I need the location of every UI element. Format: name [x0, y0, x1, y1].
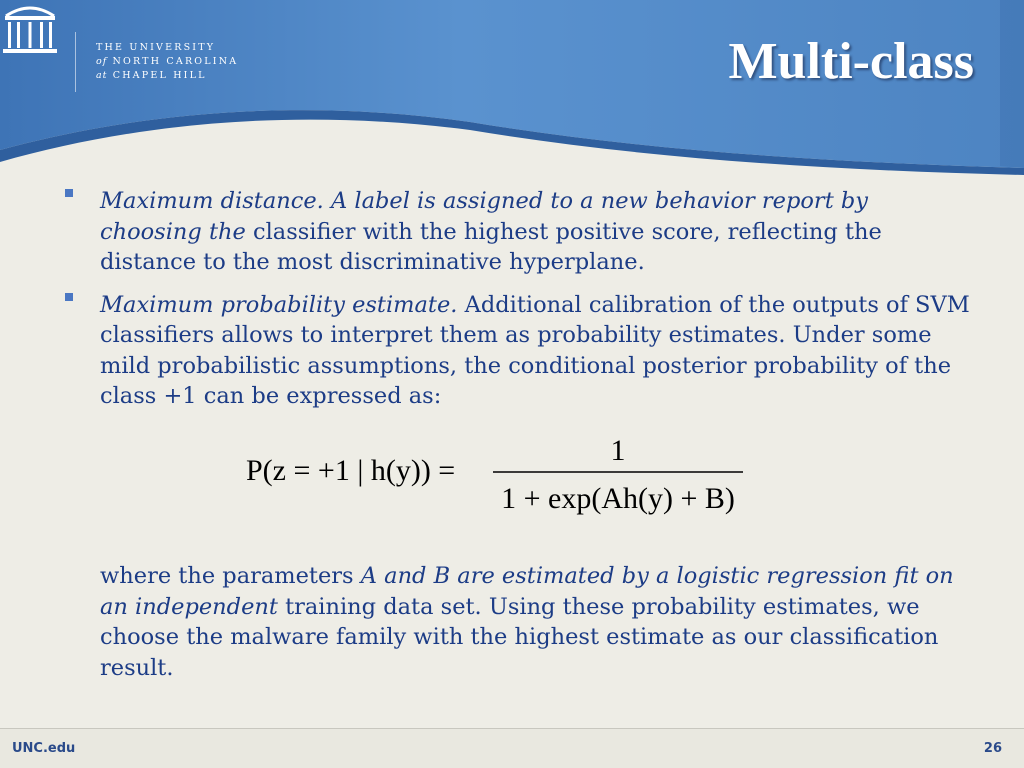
equation-denominator: 1 + exp(Ah(y) + B) [501, 482, 735, 515]
explanation-paragraph: where the parameters A and B are estimated by a logistic regression fit on an independent training data set. Using these probability estimates, we choose the malware family with the highest estimate as our classification result. [100, 563, 954, 681]
footer-site-link[interactable]: UNC.edu [12, 741, 76, 756]
slide-title: Multi-class [728, 33, 974, 90]
bullet-maximum-probability [65, 290, 970, 412]
bullet-italic-text: Maximum probability estimate. [100, 291, 458, 318]
bullet-text: classifier with the highest positive score, reflecting the distance to the most discriminative hyperplane. [100, 218, 882, 275]
wordmark-line-2: of NORTH CAROLINA [96, 56, 239, 67]
bullet-square-icon [65, 293, 73, 301]
equation-numerator: 1 [610, 434, 626, 467]
old-well-logo-icon [0, 0, 60, 58]
footer-bar [0, 729, 1024, 768]
bullet-maximum-distance [65, 186, 970, 278]
wordmark-line-3: at CHAPEL HILL [96, 70, 207, 81]
logo-divider [75, 32, 76, 92]
bullet-italic-text: Maximum distance. A label is assigned to a new behavior report by choosing the [100, 188, 868, 245]
wordmark-line-1: THE UNIVERSITY [96, 42, 216, 53]
slide-body [65, 186, 970, 424]
bullet-text: Additional calibration of the outputs of SVM classifiers allows to interpret them as probability estimates. Under some mild probabilistic assumptions, the conditional posterior probability of the class +1 can be expressed as: [100, 291, 970, 409]
equation-lhs: P(z = +1 | h(y)) = [246, 454, 456, 487]
header-banner [0, 0, 1024, 175]
bullet-square-icon [65, 189, 73, 197]
paragraph-italic-text: A and B are estimated by a logistic regression fit on an independent [100, 563, 954, 620]
posterior-probability-equation [240, 430, 760, 525]
university-wordmark [96, 41, 238, 83]
page-number: 26 [983, 741, 1002, 756]
